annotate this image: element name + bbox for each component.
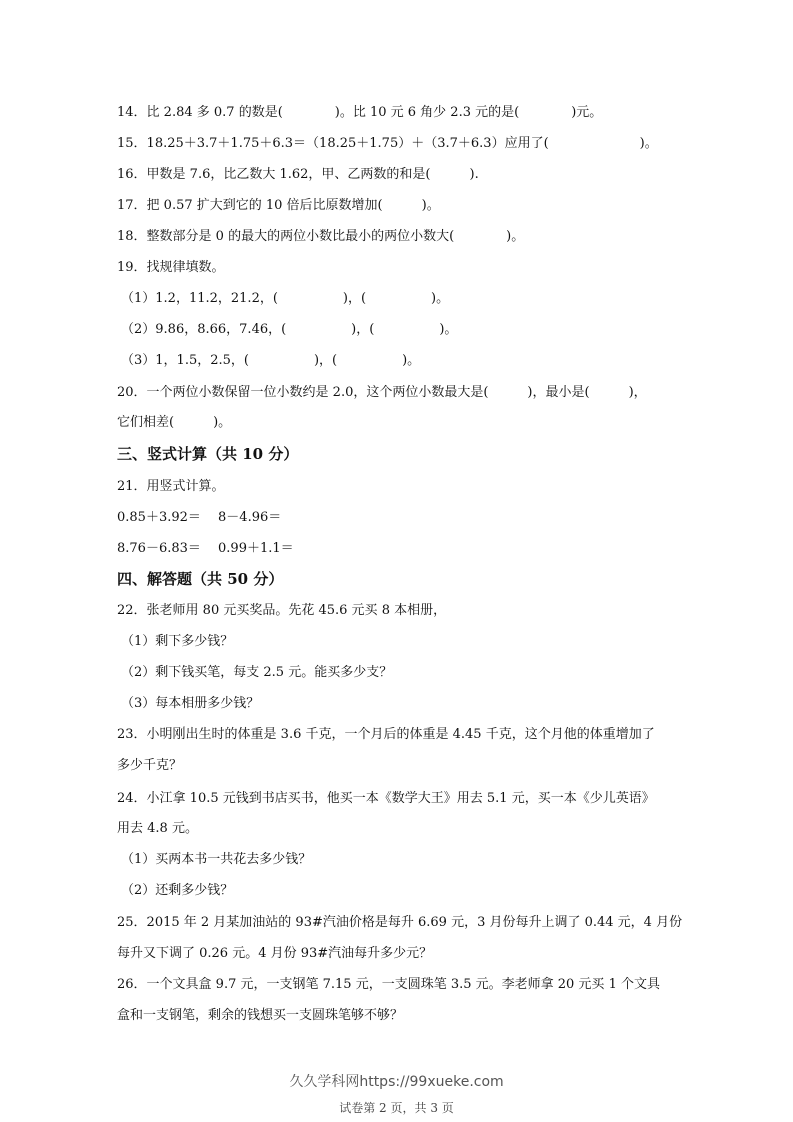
question-19-part-1: （1）1.2，11.2，21.2，( )，( )。 xyxy=(121,291,450,306)
page-number: 试卷第 2 页，共 3 页 xyxy=(339,1101,454,1115)
question-19: 19．找规律填数。 xyxy=(117,260,225,275)
calc-row-2: 8.76－6.83＝ 0.99＋1.1＝ xyxy=(117,541,294,556)
calc-row-1: 0.85＋3.92＝ 8－4.96＝ xyxy=(117,510,282,525)
question-20-continued: 它们相差( )。 xyxy=(117,415,232,430)
question-22-part-3: （3）每本相册多少钱？ xyxy=(121,696,260,711)
question-22-part-2: （2）剩下钱买笔，每支 2.5 元。能买多少支？ xyxy=(121,665,393,680)
question-24-continued: 用去 4.8 元。 xyxy=(117,821,198,836)
section-title-word-problems: 四、解答题（共 50 分） xyxy=(117,570,284,588)
watermark: 久久学科网https://99xueke.com xyxy=(289,1074,504,1090)
question-22: 22．张老师用 80 元买奖品。先花 45.6 元买 8 本相册， xyxy=(117,603,447,618)
section-title-vertical-calculation: 三、竖式计算（共 10 分） xyxy=(117,445,299,463)
question-26: 26．一个文具盒 9.7 元，一支钢笔 7.15 元，一支圆珠笔 3.5 元。李老师拿 20 元买 1 个文具 xyxy=(117,977,660,992)
question-22-part-1: （1）剩下多少钱？ xyxy=(121,634,234,649)
question-26-continued: 盒和一支钢笔，剩余的钱想买一支圆珠笔够不够？ xyxy=(117,1008,404,1023)
question-23-continued: 多少千克？ xyxy=(117,758,183,773)
question-23: 23．小明刚出生时的体重是 3.6 千克，一个月后的体重是 4.45 千克，这个月他的体重增加了 xyxy=(117,727,655,742)
question-19-part-3: （3）1，1.5，2.5，( )，( )。 xyxy=(121,353,421,368)
question-19-part-2: （2）9.86，8.66，7.46，( )，( )。 xyxy=(121,322,458,337)
question-20: 20．一个两位小数保留一位小数约是 2.0，这个两位小数最大是( )，最小是( )， xyxy=(117,385,647,400)
question-24-part-1: （1）买两本书一共花去多少钱？ xyxy=(121,852,312,867)
question-25: 25．2015 年 2 月某加油站的 93#汽油价格是每升 6.69 元，3 月份每升上调了 0.44 元，4 月份 xyxy=(117,915,683,930)
question-15: 15．18.25＋3.7＋1.75＋6.3＝（18.25＋1.75）＋（3.7＋6.3）应用了( )。 xyxy=(117,136,658,151)
question-18: 18．整数部分是 0 的最大的两位小数比最小的两位小数大( )。 xyxy=(117,229,525,244)
question-24: 24．小江拿 10.5 元钱到书店买书，他买一本《数学大王》用去 5.1 元，买一本《少儿英语》 xyxy=(117,791,655,806)
question-17: 17．把 0.57 扩大到它的 10 倍后比原数增加( )。 xyxy=(117,198,440,213)
question-24-part-2: （2）还剩多少钱？ xyxy=(121,883,234,898)
question-25-continued: 每升又下调了 0.26 元。4 月份 93#汽油每升多少元？ xyxy=(117,946,433,961)
question-16: 16．甲数是 7.6，比乙数大 1.62，甲、乙两数的和是( ). xyxy=(117,167,479,182)
question-14: 14．比 2.84 多 0.7 的数是( )。比 10 元 6 角少 2.3 元的是( )元。 xyxy=(117,105,603,120)
question-21: 21．用竖式计算。 xyxy=(117,479,225,494)
